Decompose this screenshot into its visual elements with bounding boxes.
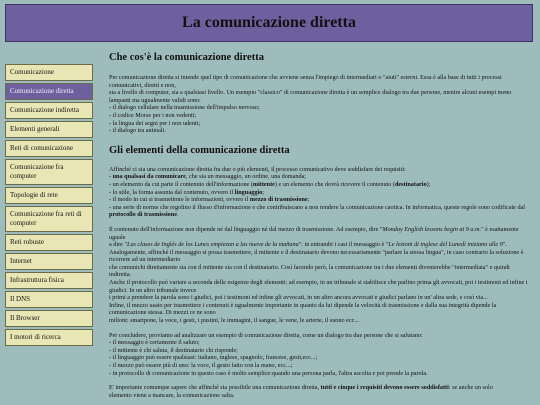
sidebar-nav xyxy=(5,64,93,348)
sidebar-item-reti-robuste[interactable]: Reti robuste xyxy=(5,234,93,251)
sidebar-item-motori-di-ricerca[interactable]: I motori di ricerca xyxy=(5,329,93,346)
list-line: - una qualsasi da comunicare, che sia un messaggio, un ordine, una domanda; xyxy=(109,173,307,181)
section-heading-definition: Che cos'è la comunicazione diretta xyxy=(109,52,264,63)
text-line: sia a livello di computer, sia a qualsiasi livello. Un esempio "classico" di comunicazione diretta è un semplice dialogo tra due persone, mentre alcuni esempi meno lampanti ma ugualmente validi sono: xyxy=(109,89,512,104)
text-line: i primi a prendere la parola sono i giudici, poi i testimoni ed infine gli avvocati, in un altro ancora avvocati e giudici parlano in un' altra sede, e così via... xyxy=(109,294,488,302)
text-line: a dire "Las clases de Inglés de los Lunes empiezan a las nueve de la mañana": in entrambi i casi il messaggio è "Le lezioni di inglese del Lunedì iniziano alle 9". xyxy=(109,241,507,249)
paragraph-conclusion xyxy=(109,384,533,399)
paragraph-content xyxy=(109,226,533,325)
list-line: - lo stile, la forma assunta dal contenuto, ovvero il linguaggio; xyxy=(109,188,265,196)
text-line: elemento viene a mancare, la comunicazione salta. xyxy=(109,391,235,399)
list-line: - il linguaggio può essere qualsiasi: italiano, inglese, spagnolo, francese, gesti,ecc...; xyxy=(109,354,318,362)
list-line: - il dialogo cellulare nella trasmissione dell'impulso nervoso; xyxy=(109,104,260,112)
list-line: - il dialogo tra animali. xyxy=(109,127,166,135)
list-line: - un elemento da cui parte il contenuto dell'informazione (mittente) e un elemento che dovrà ricevere il contenuto (destinatario); xyxy=(109,180,431,188)
sidebar-item-comunicazione-diretta[interactable]: Comunicazione diretta xyxy=(5,83,93,100)
list-line: - in protocollo di comunicazione in questo caso è molto semplice:quando una persona parla, l'altra ascolta e poi prende la parola. xyxy=(109,369,428,377)
list-line: - il mezzo può essere più di uno: la voce, il gesto fatto con la mano, ecc...; xyxy=(109,362,293,369)
sidebar-item-comunicazione-indiretta[interactable]: Comunicazione indiretta xyxy=(5,102,93,119)
text-line: che comunichi direttamente sia con il mittente sia con il destinatario. Così facendo però, la comunicazione tra i due elementi diventerebbe "intermediata" e quindi indiretta. xyxy=(109,263,510,279)
list-line: - il modo in cui si trasmettono le informazioni, ovvero il mezzo di trasmissione; xyxy=(109,196,310,204)
list-line: - una serie di norme che regolino il flusso d'informazione e che contribuiscano a non rendere la comunicazione caotica. In informatica, queste regole sono codificate dal protocollo di trasmissione. xyxy=(109,203,526,219)
text-line: E' importante comunque sapere che affinché sia possibile una comunicazione diretta, tutti e cinque i requisiti devono essere soddisfatti: se anche un solo xyxy=(109,384,493,392)
page-title: La comunicazione diretta xyxy=(182,14,356,31)
sidebar-item-il-dns[interactable]: Il DNS xyxy=(5,291,93,308)
text-line: Per concludere, proviamo ad analizzare un esempio di comunicazione diretta, come un dialogo tra due persone che si salutano: xyxy=(109,331,423,339)
sidebar-item-comunicazione-fra-computer[interactable]: Comunicazione fra computer xyxy=(5,159,93,185)
text-line: Anche il protocollo può variare a seconda delle esigenze degli elementi: ad esempio, in un tribunale si stabilisce che parlino prima gli avvocati, poi i testimoni ed infine i giudici. In un altro tribunale invece xyxy=(109,279,528,294)
list-line: - la lingua dei segni per i non udenti; xyxy=(109,119,201,127)
sidebar-item-infrastruttura-fisica[interactable]: Infrastruttura fisica xyxy=(5,272,93,289)
section-heading-elements: Gli elementi della comunicazione diretta xyxy=(109,144,290,156)
sidebar-item-internet[interactable]: Internet xyxy=(5,253,93,270)
sidebar-item-elementi-generali[interactable]: Elementi generali xyxy=(5,121,93,138)
text-line: Affinché ci sia una comunicazione diretta fra due o più elementi, il processo comunicativo deve soddisfare dei requisiti: xyxy=(109,165,406,173)
paragraph-requirements xyxy=(109,166,533,219)
sidebar-item-il-browser[interactable]: Il Browser xyxy=(5,310,93,327)
list-line: - il codice Morse per i non vedenti; xyxy=(109,111,197,119)
text-line: milioni: smartpone, la voce, i gesti, i pustini, le immagini, il sangue, le vene, le arterie, il suono ecc... xyxy=(109,317,360,325)
paragraph-definition xyxy=(109,74,533,135)
text-line: Infine, il mezzo usato per trasmettere i contenuti è ugualmente importante in quanto da lui dipende la velocità di trasmissione e dalla sua integrità dipende la comunicazione stessa. Di mezzi ce ne sono xyxy=(109,301,497,317)
text-line: Analogamente, affinché il messaggio si possa trasmettere, il mittente e il destinatario devono necessariamente "parlare la stessa lingua", in caso contrario la soluzione è ricorrere ad un intermediario xyxy=(109,248,524,264)
main-content xyxy=(109,50,533,402)
sidebar-item-comunicazione[interactable]: Comunicazione xyxy=(5,64,93,81)
sidebar-item-comunicazione-fra-reti[interactable]: Comunicazione fra reti di computer xyxy=(5,206,93,232)
sidebar-item-reti-di-comunicazione[interactable]: Reti di comunicazione xyxy=(5,140,93,157)
text-line: Il contenuto dell'informazione non dipende né dal linguaggio né dal mezzo di trasmissione. Ad esempio, dire "Monday English lessons begin at 9 a.m." è esattamente uguale xyxy=(109,225,519,241)
sidebar-item-topologie-di-rete[interactable]: Topologie di rete xyxy=(5,187,93,204)
text-line: Per comunicazione diretta si intende quel tipo di comunicazione che avviene senza l'impiego di intermediari o "aiuti" esterni. Essa è alla base di tutti i processi comunicativi, diretti e non, xyxy=(109,74,502,89)
page-header xyxy=(5,4,533,42)
paragraph-example xyxy=(109,332,533,378)
list-line: - il mittente è chi saluta, il destinatario chi risponde; xyxy=(109,346,238,354)
list-line: - il messaggio è certamente il saluto; xyxy=(109,339,200,347)
